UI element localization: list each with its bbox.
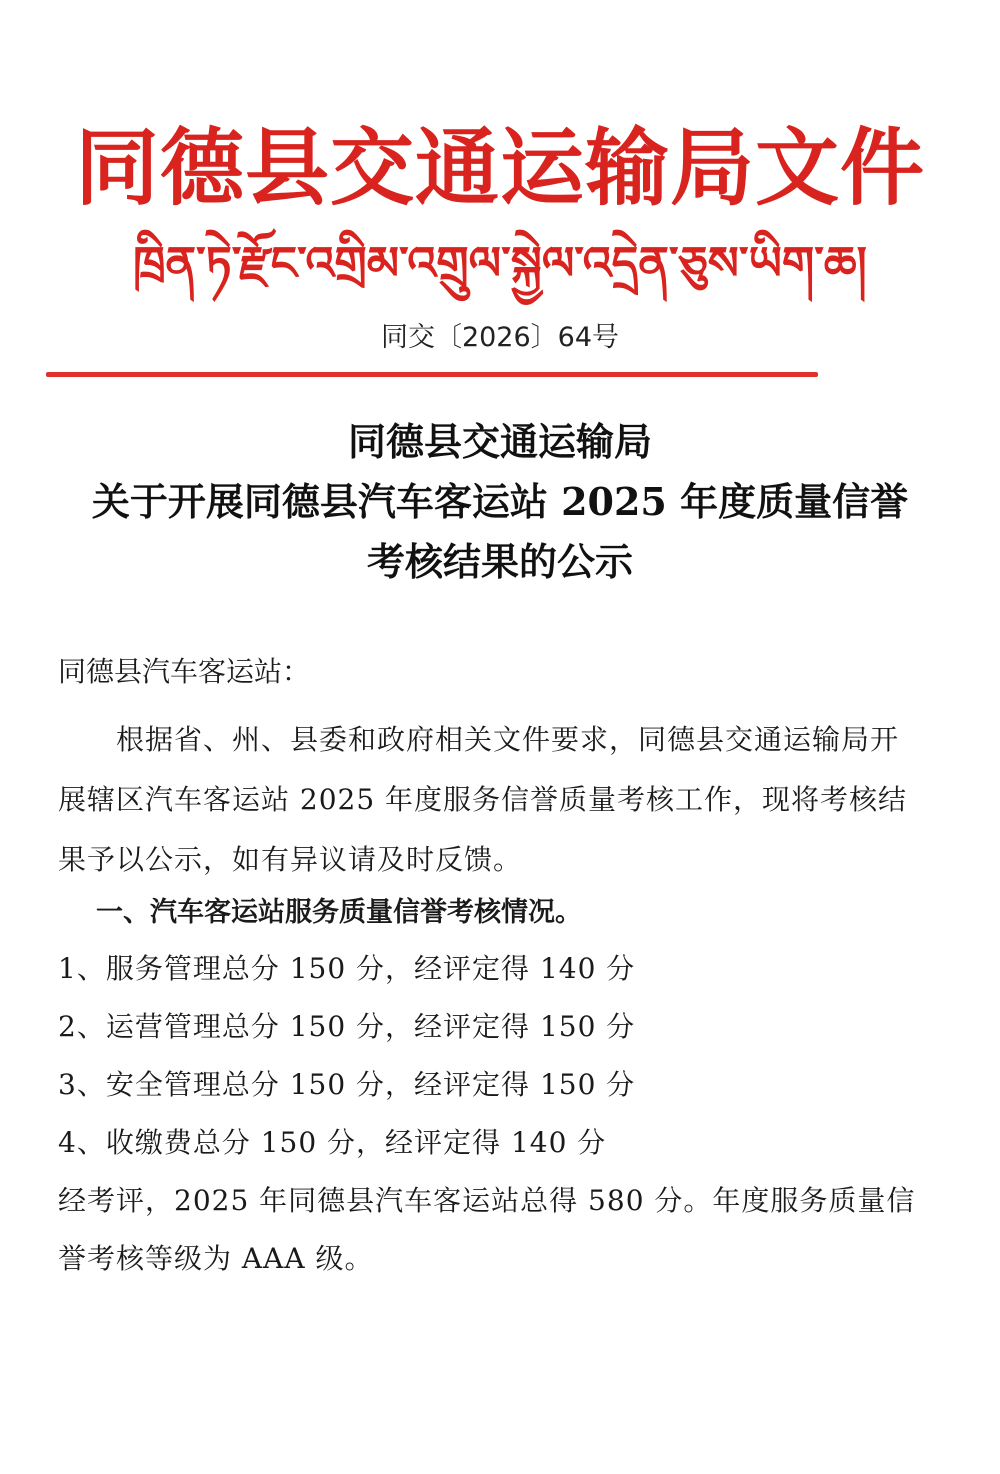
document-number: 同交〔2026〕64号: [380, 322, 620, 353]
conclusion-paragraph: 经考评，2025 年同德县汽车客运站总得 580 分。年度服务质量信誉考核等级为 AAA 级。: [58, 1184, 916, 1275]
score-item-service: 1、服务管理总分 150 分，经评定得 140 分: [58, 952, 636, 985]
issuer-masthead: 同德县交通运输局文件: [74, 119, 925, 217]
title-line-2: 关于开展同德县汽车客运站 2025 年度质量信誉: [91, 479, 909, 524]
section-heading: 一、汽车客运站服务质量信誉考核情况。: [96, 897, 582, 928]
document-title: [0, 412, 1000, 592]
score-item-safety: 3、安全管理总分 150 分，经评定得 150 分: [58, 1068, 636, 1101]
title-line-3: 考核结果的公示: [366, 539, 633, 584]
score-list: [58, 940, 635, 1172]
score-item-fees: 4、收缴费总分 150 分，经评定得 140 分: [58, 1126, 607, 1159]
body-paragraph: 根据省、州、县委和政府相关文件要求，同德县交通运输局开展辖区汽车客运站 2025 年度服务信誉质量考核工作，现将考核结果予以公示，如有异议请及时反馈。: [58, 723, 908, 876]
issuer-masthead-tibetan: ཁྲིན་ཏེ་རྫོང་འགྲིམ་འགྲུལ་སྐྱེལ་འདྲེན་ཅུས་ཡིག་ཆ།: [133, 236, 867, 290]
addressee: 同德县汽车客运站：: [58, 655, 311, 688]
title-line-1: 同德县交通运输局: [347, 419, 652, 464]
score-item-operations: 2、运营管理总分 150 分，经评定得 150 分: [58, 1010, 636, 1043]
masthead-divider: [46, 372, 818, 377]
